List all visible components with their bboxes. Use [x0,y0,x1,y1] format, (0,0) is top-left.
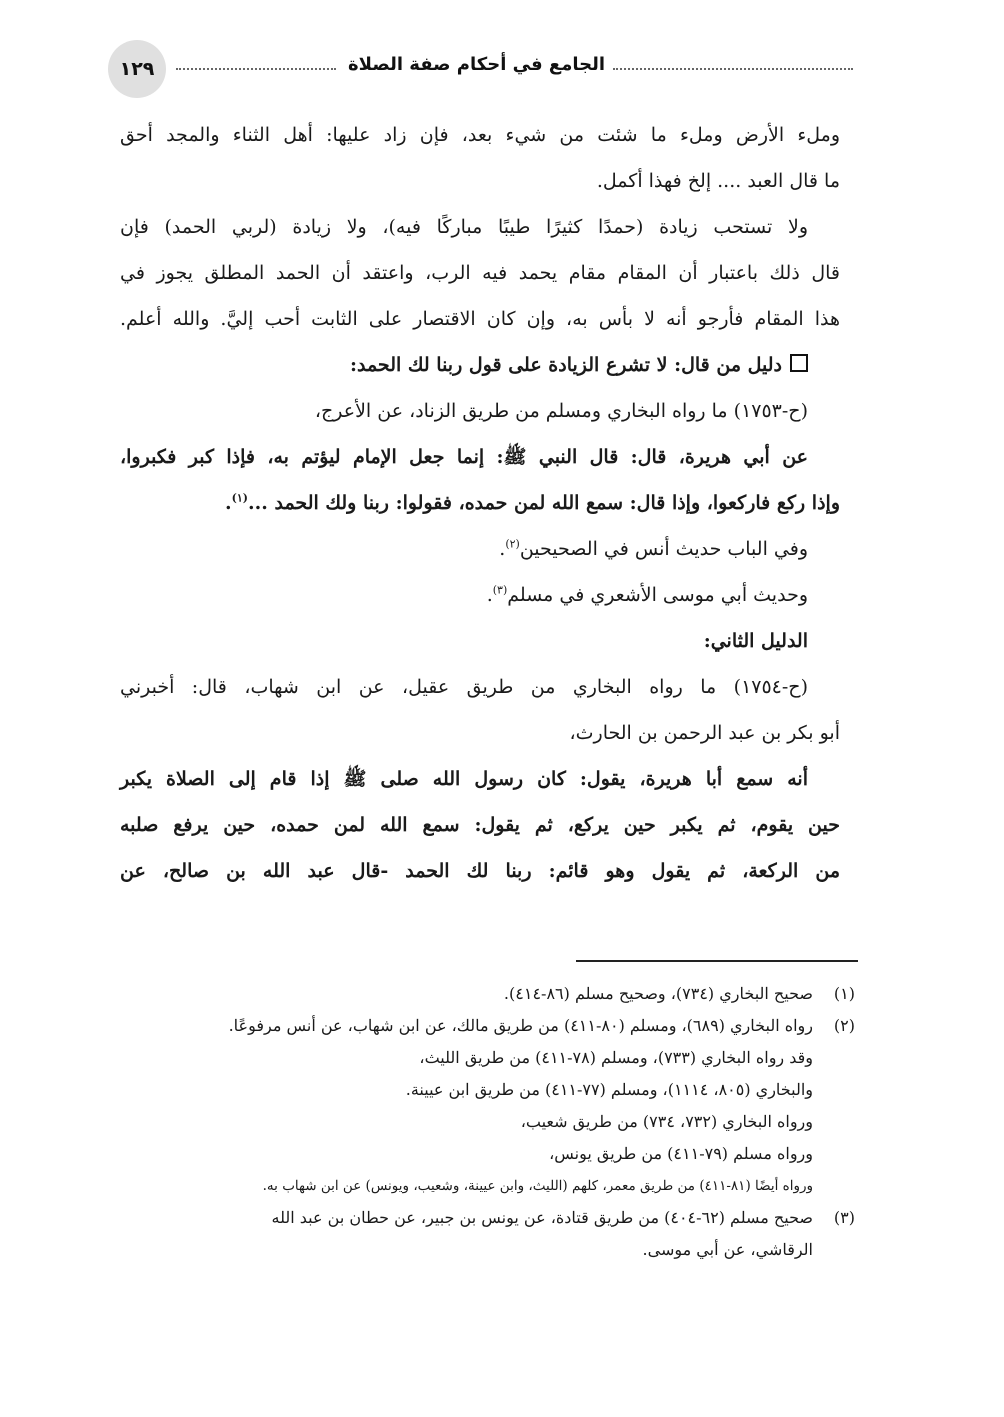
text-line: هذا المقام فأرجو أنه لا بأس به، وإن كان الاقتصار على الثابت أحب إليَّ. والله أعلم. [120,308,840,330]
footnote-line: رواه البخاري (٦٨٩)، ومسلم (٨٠-٤١١) من طريق مالك، عن ابن شهاب، عن أنس مرفوعًا. [228,1016,813,1035]
footnote-ref: (١) [231,491,249,505]
footnote-body [120,1202,813,1266]
line-text: وحديث أبي موسى الأشعري في مسلم [507,584,808,606]
text-line: ما قال العبد .... إلخ فهذا أكمل. [596,170,840,192]
footnote [120,1010,855,1202]
footnote-line: وقد رواه البخاري (٧٣٣)، ومسلم (٧٨-٤١١) من طريق الليث، [419,1048,813,1067]
text-line [120,526,840,572]
footnote-number: (٣) [833,1208,855,1227]
text-line: ولا تستحب زيادة (حمدًا كثيرًا طيبًا مباركًا فيه)، ولا زيادة (لربي الحمد) فإن [120,216,808,238]
footnote-line: والبخاري (٨٠٥، ١١١٤)، ومسلم (٧٧-٤١١) من طريق ابن عيينة. [405,1080,813,1099]
footnotes [120,978,855,1266]
footnote-ref: (٣) [492,583,508,597]
punctuation: . [499,538,506,560]
footnote-line: الرقاشي، عن أبي موسى. [642,1240,813,1259]
text-line [120,572,840,618]
footnote-ref: (٢) [505,537,520,551]
header-dotted-rule-right [613,68,853,70]
text-line: (ح-١٧٥٤) ما رواه البخاري من طريق عقيل، عن ابن شهاب، قال: أخبرني [120,676,808,698]
footnote-body [120,1010,813,1202]
text-line: وملء الأرض وملء ما شئت من شيء بعد، فإن زاد عليها: أهل الثناء والمجد أحق [120,124,840,146]
page-header [108,40,853,100]
header-dotted-rule-left [176,68,336,70]
punctuation: . [486,584,493,606]
text-line: قال ذلك باعتبار أن المقام مقام يحمد فيه الرب، واعتقد أن الحمد المطلق يجوز في [120,262,840,284]
footnote-line: ورواه أيضًا (٨١-٤١١) من طريق معمر، كلهم (الليث، وابن عيينة، وشعيب، ويونس) عن ابن شهاب به. [262,1178,813,1194]
running-title: الجامع في أحكام صفة الصلاة [348,54,605,75]
hadith-line: من الركعة، ثم يقول وهو قائم: ربنا لك الحمد -قال عبد الله بن صالح، عن [120,860,840,882]
footnote-line: صحيح البخاري (٧٣٤)، وصحيح مسلم (٨٦-٤١٤). [503,984,813,1003]
footnote-number: (٢) [833,1016,855,1035]
checkbox-square-icon [790,354,808,372]
punctuation: . [225,492,232,514]
hadith-text: وإذا ركع فاركعوا، وإذا قال: سمع الله لمن حمده، فقولوا: ربنا ولك الحمد ... [248,492,840,514]
footnote-separator [576,960,858,962]
text-line: أبو بكر بن عبد الرحمن بن الحارث، [569,722,840,744]
footnote-number: (١) [833,984,855,1003]
hadith-line: حين يقوم، ثم يكبر حين يركع، ثم يقول: سمع الله لمن حمده، حين يرفع صلبه [120,814,840,836]
page-number: ١٢٩ [108,40,166,98]
section-heading-text: دليل من قال: لا تشرع الزيادة على قول ربنا لك الحمد: [349,354,782,376]
section-heading [120,342,840,388]
hadith-line: عن أبي هريرة، قال: قال النبي ﷺ: إنما جعل الإمام ليؤتم به، فإذا كبر فكبروا، [120,446,808,468]
footnote-line: ورواه البخاري (٧٣٢، ٧٣٤) من طريق شعيب، [520,1112,813,1131]
footnote-line: ورواه مسلم (٧٩-٤١١) من طريق يونس، [549,1144,813,1163]
hadith-line: أنه سمع أبا هريرة، يقول: كان رسول الله صلى ﷺ إذا قام إلى الصلاة يكبر [120,768,808,790]
text-line: (ح-١٧٥٣) ما رواه البخاري ومسلم من طريق الزناد، عن الأعرج، [314,400,808,422]
footnote-line: صحيح مسلم (٦٢-٤٠٤) من طريق قتادة، عن يونس بن جبير، عن حطان بن عبد الله [271,1208,813,1227]
hadith-line [120,480,840,526]
section-heading: الدليل الثاني: [703,630,808,652]
footnote-body [120,978,813,1010]
footnote [120,978,855,1010]
line-text: وفي الباب حديث أنس في الصحيحين [519,538,808,560]
footnote [120,1202,855,1266]
main-text [120,112,840,894]
